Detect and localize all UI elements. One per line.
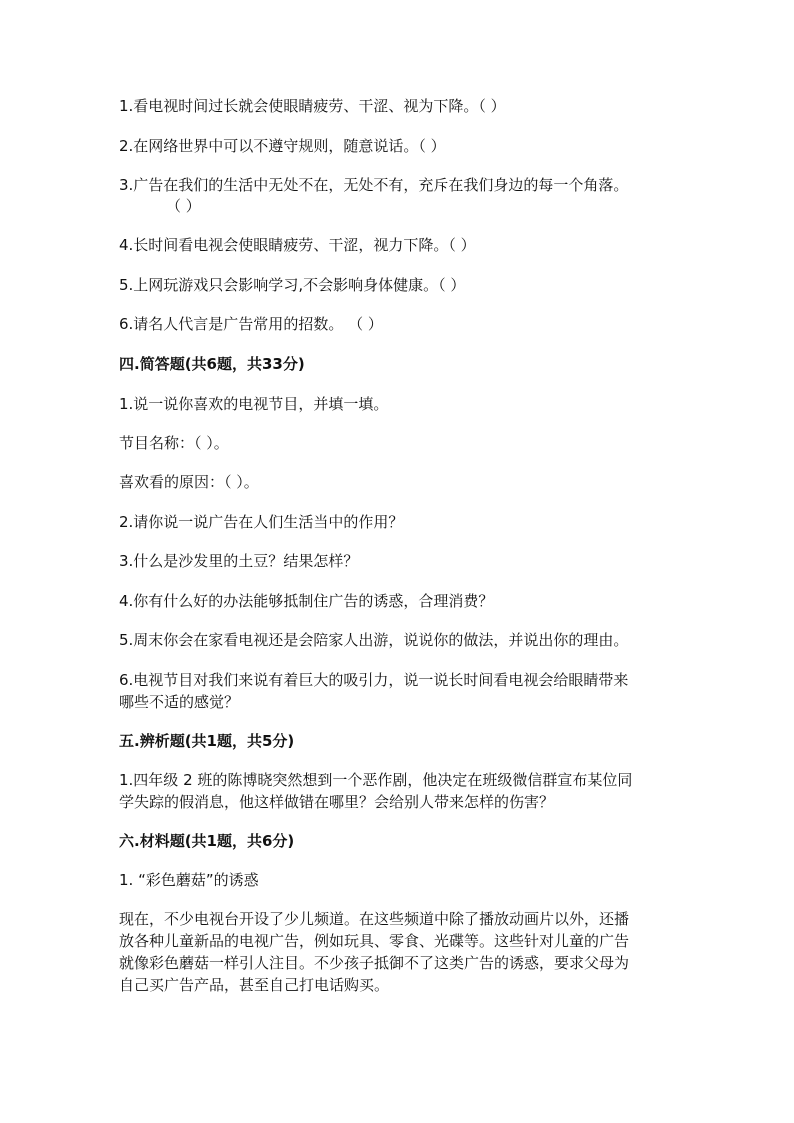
section-heading-short-answer: 四.简答题(共6题，共33分) — [119, 355, 305, 373]
judge-item-3: 3.广告在我们的生活中无处不在，无处不有，充斥在我们身边的每一个角落。 — [119, 176, 629, 194]
short-answer-q5: 5.周末你会在家看电视还是会陪家人出游，说说你的做法，并说出你的理由。 — [119, 631, 629, 649]
short-answer-q6-line2: 哪些不适的感觉？ — [119, 693, 240, 711]
material-paragraph-line1: 现在，不少电视台开设了少儿频道。在这些频道中除了播放动画片以外，还播 — [119, 910, 630, 928]
material-paragraph-line4: 自己买广告产品，甚至自己打电话购买。 — [119, 976, 390, 994]
short-answer-q4: 4.你有什么好的办法能够抵制住广告的诱惑，合理消费？ — [119, 592, 494, 610]
analysis-q1-line2: 学失踪的假消息，他这样做错在哪里？会给别人带来怎样的伤害？ — [119, 793, 555, 811]
reason-blank: 喜欢看的原因：（ ）。 — [119, 473, 259, 491]
judge-item-1: 1.看电视时间过长就会使眼睛疲劳、干涩、视为下降。（ ） — [119, 97, 506, 115]
judge-item-4: 4.长时间看电视会使眼睛疲劳、干涩，视力下降。（ ） — [119, 236, 476, 254]
judge-item-3-paren: （ ） — [166, 197, 201, 215]
material-paragraph-line3: 就像彩色蘑菇一样引人注目。不少孩子抵御不了这类广告的诱惑，要求父母为 — [119, 954, 630, 972]
program-name-blank: 节目名称：（ ）。 — [119, 434, 229, 452]
analysis-q1-line1: 1.四年级 2 班的陈博晓突然想到一个恶作剧，他决定在班级微信群宣布某位同 — [119, 771, 633, 789]
material-paragraph-line2: 放各种儿童新品的电视广告，例如玩具、零食、光碟等。这些针对儿童的广告 — [119, 932, 630, 950]
judge-item-2: 2.在网络世界中可以不遵守规则，随意说话。（ ） — [119, 137, 446, 155]
short-answer-q1: 1.说一说你喜欢的电视节目，并填一填。 — [119, 395, 389, 413]
short-answer-q3: 3.什么是沙发里的土豆？结果怎样？ — [119, 552, 359, 570]
section-heading-material: 六.材料题(共1题，共6分) — [119, 832, 295, 850]
material-q1-title: 1. “彩色蘑菇”的诱惑 — [119, 871, 259, 889]
section-heading-analysis: 五.辨析题(共1题，共5分) — [119, 732, 295, 750]
judge-item-6: 6.请名人代言是广告常用的招数。 （ ） — [119, 315, 383, 333]
short-answer-q6-line1: 6.电视节目对我们来说有着巨大的吸引力，说一说长时间看电视会给眼睛带来 — [119, 671, 629, 689]
short-answer-q2: 2.请你说一说广告在人们生活当中的作用？ — [119, 513, 404, 531]
judge-item-5: 5.上网玩游戏只会影响学习,不会影响身体健康。（ ） — [119, 276, 466, 294]
